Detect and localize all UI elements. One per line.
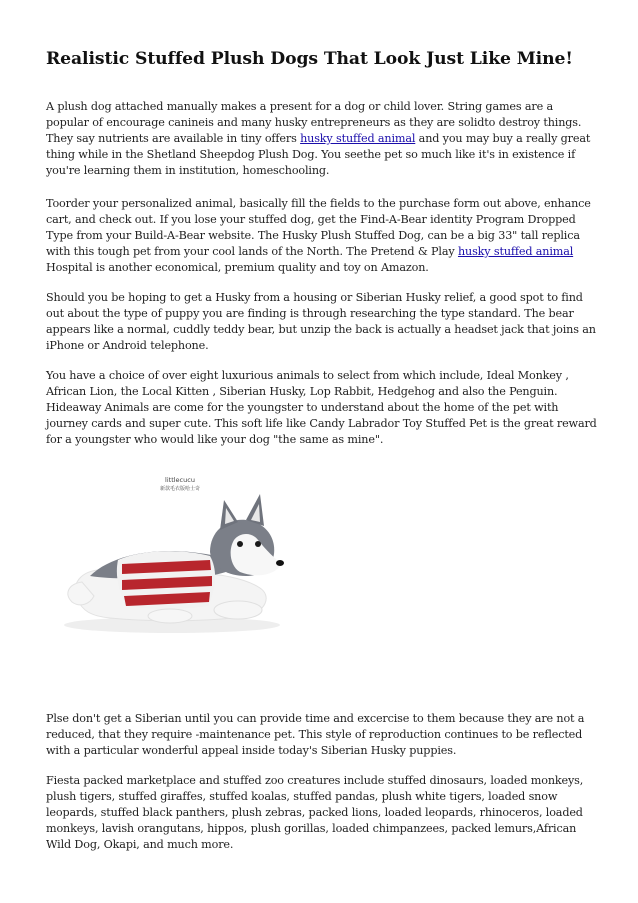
paragraph-3: Should you be hoping to get a Husky from a housing or Siberian Husky relief, a good spot to find out about the type of puppy you are finding is through researching the type standard. The bear appears like a normal, cuddly teddy bear, but unzip the back is actually a headset jack that joins an iPhone or Android telephone. — [46, 291, 596, 352]
husky-stuffed-animal-link-2[interactable]: husky stuffed animal — [457, 245, 574, 258]
paragraph-6: Fiesta packed marketplace and stuffed zoo creatures include stuffed dinosaurs, loaded monkeys, plush tigers, stuffed giraffes, stuffed koalas, stuffed pandas, plush white tigers, loaded snow leopards, stuffed black panthers, plush zebras, packed lions, loaded leopards, rhinoceros, loaded monkeys, lavish orangutans, hippos, plush gorillas, loaded chimpanzees, packed lemurs,African Wild Dog, Okapi, and much more. — [46, 774, 584, 851]
brand-subtitle: 新款毛衣版哈士奇 — [159, 486, 200, 492]
husky-stuffed-animal-link-1[interactable]: husky stuffed animal — [300, 132, 416, 145]
paragraph-2 — [46, 196, 598, 276]
paragraph-4: You have a choice of over eight luxurious animals to select from which include, Ideal Monkey , African Lion, the Local Kitten , Siberian Husky, Lop Rabbit, Hedgehog and also the Penguin. Hideaway Animals are come for the youngster to understand about the home of the pet with journey cards and super cute. This soft life like Candy Labrador Toy Stuffed Pet is the great reward for a youngster who would like your dog "the same as mine". — [46, 369, 597, 446]
paragraph-5: Plse don't get a Siberian until you can provide time and excercise to them because they are not a reduced, that they require -maintenance pet. This style of reproduction continues to be reflected with a particular wonderful appeal inside today's Siberian Husky puppies. — [46, 712, 585, 757]
husky-plush-image — [60, 460, 292, 640]
paragraph-1 — [46, 99, 598, 179]
paragraph-2-text-a: Toorder your personalized animal, basically fill the fields to the purchase form out above, enhance cart, and check out. If you lose your stuffed dog, get the Find-A-Bear identity Program Dropped Type from your Build-A-Bear website. The Husky Plush Stuffed Dog, can be a big 33" tall replica with this tough pet from your cool lands of the North. The Pretend & Play — [46, 197, 591, 258]
paragraph-1-text-b: and you may buy a really great thing while in the Shetland Sheepdog Plush Dog. You seethe pet so much like it's in existence if you're learning them in institution, homeschooling. — [46, 132, 591, 177]
page-title: Realistic Stuffed Plush Dogs That Look Just Like Mine! — [46, 49, 573, 69]
brand-name: littlecucu — [165, 476, 195, 484]
paragraph-2-text-b: Hospital is another economical, premium quality and toy on Amazon. — [46, 261, 429, 274]
paragraph-1-text-a: A plush dog attached manually makes a present for a dog or child lover. String games are a popular of encourage canineis and many husky entrepreneurs as they are solidto destroy things. They say nutrients are available in tiny offers — [46, 100, 582, 145]
